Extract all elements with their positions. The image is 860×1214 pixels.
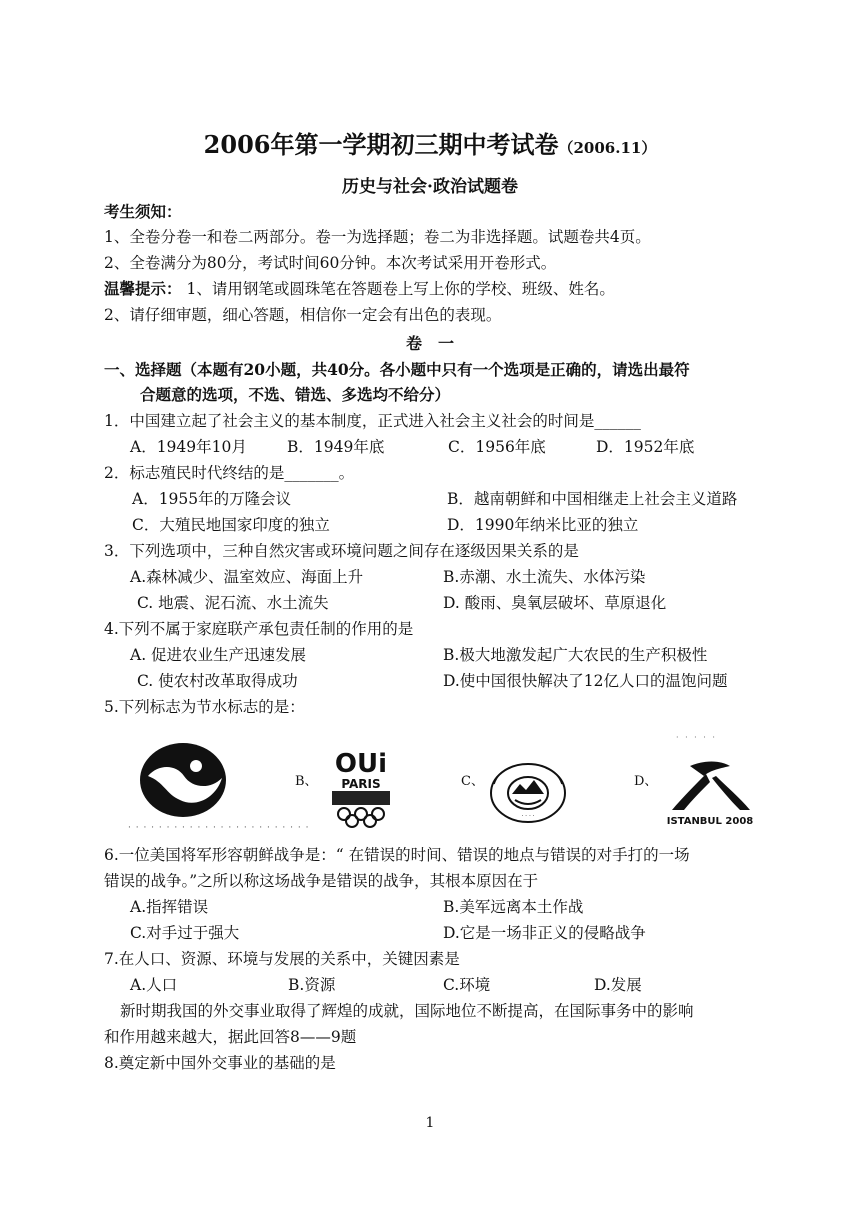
title-date: （2006.11）: [558, 139, 657, 157]
q6-option-c: C.对手过于强大: [130, 924, 240, 942]
environment-protection-logo-c: [488, 762, 568, 824]
q6-option-d: D.它是一场非正义的侵略战争: [443, 924, 646, 942]
title-main: 2006年第一学期初三期中考试卷: [203, 130, 559, 159]
q3-option-a: A.森林减少、温室效应、海面上升: [130, 568, 364, 586]
section-heading: 一、选择题（本题有20小题，共40分。各小题中只有一个选项是正确的，请选出最符: [104, 360, 690, 379]
logo-d-text: ISTANBUL 2008: [666, 816, 754, 827]
reading-intro: 新时期我国的外交事业取得了辉煌的成就，国际地位不断提高，在国际事务中的影响: [120, 1002, 694, 1020]
page-title: [0, 128, 860, 165]
q1-option-b: B．1949年底: [287, 438, 385, 456]
q1-option-a: A．1949年10月: [130, 438, 247, 456]
q4-option-a: A. 促进农业生产迅速发展: [130, 646, 307, 664]
q1-option-c: C．1956年底: [448, 438, 546, 456]
q7-option-c: C.环境: [443, 976, 491, 994]
q4-option-d: D.使中国很快解决了12亿人口的温饱问题: [443, 672, 728, 690]
section-heading-cont: 合题意的选项，不选、错选、多选均不给分）: [140, 385, 451, 404]
q7-option-d: D.发展: [594, 976, 642, 994]
q3-option-d: D. 酸雨、臭氧层破坏、草原退化: [443, 594, 667, 612]
q2-option-b: B．越南朝鲜和中国相继走上社会主义道路: [447, 490, 738, 508]
tips-item: 1、请用钢笔或圆珠笔在答题卷上写上你的学校、班级、姓名。: [186, 280, 615, 298]
logo-b-text: OUi: [334, 749, 388, 779]
notice-heading: 考生须知：: [104, 202, 182, 221]
logo-b-subtext: PARIS: [341, 777, 381, 791]
notice-item: 1、全卷分卷一和卷二两部分。卷一为选择题；卷二为非选择题。试题卷共4页。: [104, 228, 651, 246]
q5-option-d-label: D、: [634, 774, 658, 789]
istanbul-olympic-bid-logo-d: [660, 758, 760, 828]
paris-olympic-bid-logo-b: [324, 746, 398, 828]
q4-option-c: C. 使农村改革取得成功: [137, 672, 298, 690]
question-8-stem: 8.奠定新中国外交事业的基础的是: [104, 1054, 336, 1072]
scan-noise: · · · · ·: [676, 733, 717, 742]
q6-option-b: B.美军远离本土作战: [443, 898, 584, 916]
page-subtitle: 历史与社会·政治试题卷: [342, 177, 518, 197]
question-6-stem-cont: 错误的战争。”之所以称这场战争是错误的战争，其根本原因在于: [104, 872, 539, 890]
question-1-stem: 1．中国建立起了社会主义的基本制度，正式进入社会主义社会的时间是______: [104, 412, 641, 430]
q3-option-b: B.赤潮、水土流失、水体污染: [443, 568, 646, 586]
water-saving-logo-a: [138, 742, 228, 818]
q7-option-a: A.人口: [130, 976, 178, 994]
question-2-stem: 2．标志殖民时代终结的是_______。: [104, 464, 355, 482]
q2-option-a: A．1955年的万隆会议: [132, 490, 292, 508]
question-7-stem: 7.在人口、资源、环境与发展的关系中，关键因素是: [104, 950, 460, 968]
notice-item: 2、全卷满分为80分，考试时间60分钟。本次考试采用开卷形式。: [104, 254, 557, 272]
logo-c-letters: · · · ·: [521, 813, 535, 820]
scan-noise: · · · · · · · · · · · · · · · · · · · · · · · ·: [128, 823, 310, 833]
q1-option-d: D．1952年底: [596, 438, 695, 456]
q5-option-c-label: C、: [461, 774, 484, 789]
q3-option-c: C. 地震、泥石流、水土流失: [137, 594, 329, 612]
q7-option-b: B.资源: [288, 976, 336, 994]
tips-item: 2、请仔细审题，细心答题，相信你一定会有出色的表现。: [104, 306, 502, 324]
q4-option-b: B.极大地激发起广大农民的生产积极性: [443, 646, 708, 664]
reading-intro-cont: 和作用越来越大，据此回答8——9题: [104, 1028, 357, 1046]
page-number: 1: [425, 1115, 435, 1131]
q2-option-c: C．大殖民地国家印度的独立: [132, 516, 330, 534]
q5-option-b-label: B、: [295, 774, 318, 789]
tips-heading: 温馨提示：: [104, 279, 182, 298]
question-3-stem: 3．下列选项中，三种自然灾害或环境问题之间存在逐级因果关系的是: [104, 542, 579, 560]
question-6-stem: 6.一位美国将军形容朝鲜战争是：“ 在错误的时间、错误的地点与错误的对手打的一场: [104, 846, 690, 864]
tips-line: [104, 279, 615, 299]
question-4-stem: 4.下列不属于家庭联产承包责任制的作用的是: [104, 620, 414, 638]
q2-option-d: D．1990年纳米比亚的独立: [447, 516, 639, 534]
volume-heading: 卷 一: [405, 334, 454, 353]
q6-option-a: A.指挥错误: [130, 898, 209, 916]
question-5-stem: 5.下列标志为节水标志的是：: [104, 698, 305, 716]
